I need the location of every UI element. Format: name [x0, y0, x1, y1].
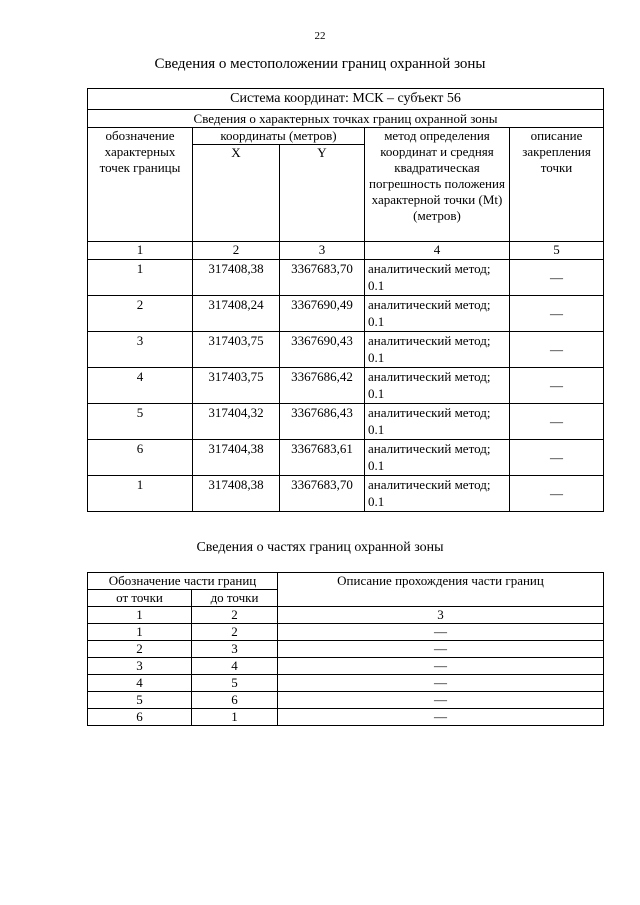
part-desc: — — [278, 641, 604, 658]
header-description: описание закрепления точки — [510, 128, 604, 242]
desc-value: — — [510, 260, 604, 296]
desc-value: — — [510, 440, 604, 476]
y-value: 3367683,61 — [280, 440, 365, 476]
parts-section-title: Сведения о частях границ охранной зоны — [196, 540, 444, 555]
to-point: 4 — [192, 658, 278, 675]
method-value: аналитический метод; 0.1 — [365, 368, 510, 404]
boundary-parts-table — [87, 572, 604, 726]
document-title: Сведения о местоположении границ охранной зоны — [154, 56, 486, 72]
point-id: 3 — [88, 332, 193, 368]
to-point: 3 — [192, 641, 278, 658]
method-value: аналитический метод; 0.1 — [365, 260, 510, 296]
part-desc: — — [278, 709, 604, 726]
from-point: 4 — [88, 675, 192, 692]
header-from: от точки — [88, 590, 192, 607]
x-value: 317403,75 — [193, 368, 280, 404]
header-to: до точки — [192, 590, 278, 607]
table-row — [88, 260, 604, 296]
x-value: 317403,75 — [193, 332, 280, 368]
x-value: 317408,24 — [193, 296, 280, 332]
part-desc: — — [278, 675, 604, 692]
desc-value: — — [510, 368, 604, 404]
table-row — [88, 440, 604, 476]
coordinate-system: Система координат: МСК – субъект 56 — [88, 89, 604, 110]
header-designation: Обозначение части границ — [88, 573, 278, 590]
y-value: 3367683,70 — [280, 260, 365, 296]
from-point: 3 — [88, 658, 192, 675]
point-id: 4 — [88, 368, 193, 404]
table-row — [88, 624, 604, 641]
x-value: 317404,32 — [193, 404, 280, 440]
method-value: аналитический метод; 0.1 — [365, 332, 510, 368]
point-id: 2 — [88, 296, 193, 332]
table-row — [88, 692, 604, 709]
table-row — [88, 675, 604, 692]
column-number: 5 — [510, 242, 604, 260]
column-number: 1 — [88, 242, 193, 260]
from-point: 2 — [88, 641, 192, 658]
y-value: 3367683,70 — [280, 476, 365, 512]
header-y: Y — [280, 145, 365, 242]
boundary-points-table — [87, 88, 604, 512]
table-row — [88, 332, 604, 368]
table-row — [88, 368, 604, 404]
column-number: 2 — [193, 242, 280, 260]
header-part-description: Описание прохождения части границ — [278, 573, 604, 607]
header-method: метод определения координат и средняя квадратическая погрешность положения характерной точки (Mt) (метров) — [365, 128, 510, 242]
from-point: 1 — [88, 624, 192, 641]
from-point: 6 — [88, 709, 192, 726]
column-number: 4 — [365, 242, 510, 260]
x-value: 317408,38 — [193, 260, 280, 296]
y-value: 3367690,49 — [280, 296, 365, 332]
y-value: 3367686,42 — [280, 368, 365, 404]
page-number: 22 — [314, 30, 326, 42]
y-value: 3367690,43 — [280, 332, 365, 368]
y-value: 3367686,43 — [280, 404, 365, 440]
desc-value: — — [510, 296, 604, 332]
to-point: 1 — [192, 709, 278, 726]
table-row — [88, 476, 604, 512]
method-value: аналитический метод; 0.1 — [365, 296, 510, 332]
from-point: 5 — [88, 692, 192, 709]
table-row — [88, 404, 604, 440]
table-row — [88, 658, 604, 675]
x-value: 317404,38 — [193, 440, 280, 476]
point-id: 6 — [88, 440, 193, 476]
header-x: X — [193, 145, 280, 242]
header-coords: координаты (метров) — [193, 128, 365, 145]
point-id: 1 — [88, 476, 193, 512]
method-value: аналитический метод; 0.1 — [365, 476, 510, 512]
table-row — [88, 709, 604, 726]
method-value: аналитический метод; 0.1 — [365, 404, 510, 440]
method-value: аналитический метод; 0.1 — [365, 440, 510, 476]
table-row — [88, 641, 604, 658]
table-row — [88, 296, 604, 332]
to-point: 2 — [192, 624, 278, 641]
column-number: 1 — [88, 607, 192, 624]
table-subtitle: Сведения о характерных точках границ охранной зоны — [88, 110, 604, 128]
column-number: 3 — [280, 242, 365, 260]
header-point: обозначение характерных точек границы — [88, 128, 193, 242]
part-desc: — — [278, 692, 604, 709]
x-value: 317408,38 — [193, 476, 280, 512]
column-number: 3 — [278, 607, 604, 624]
to-point: 5 — [192, 675, 278, 692]
desc-value: — — [510, 332, 604, 368]
desc-value: — — [510, 404, 604, 440]
point-id: 1 — [88, 260, 193, 296]
point-id: 5 — [88, 404, 193, 440]
part-desc: — — [278, 624, 604, 641]
part-desc: — — [278, 658, 604, 675]
desc-value: — — [510, 476, 604, 512]
to-point: 6 — [192, 692, 278, 709]
column-number: 2 — [192, 607, 278, 624]
